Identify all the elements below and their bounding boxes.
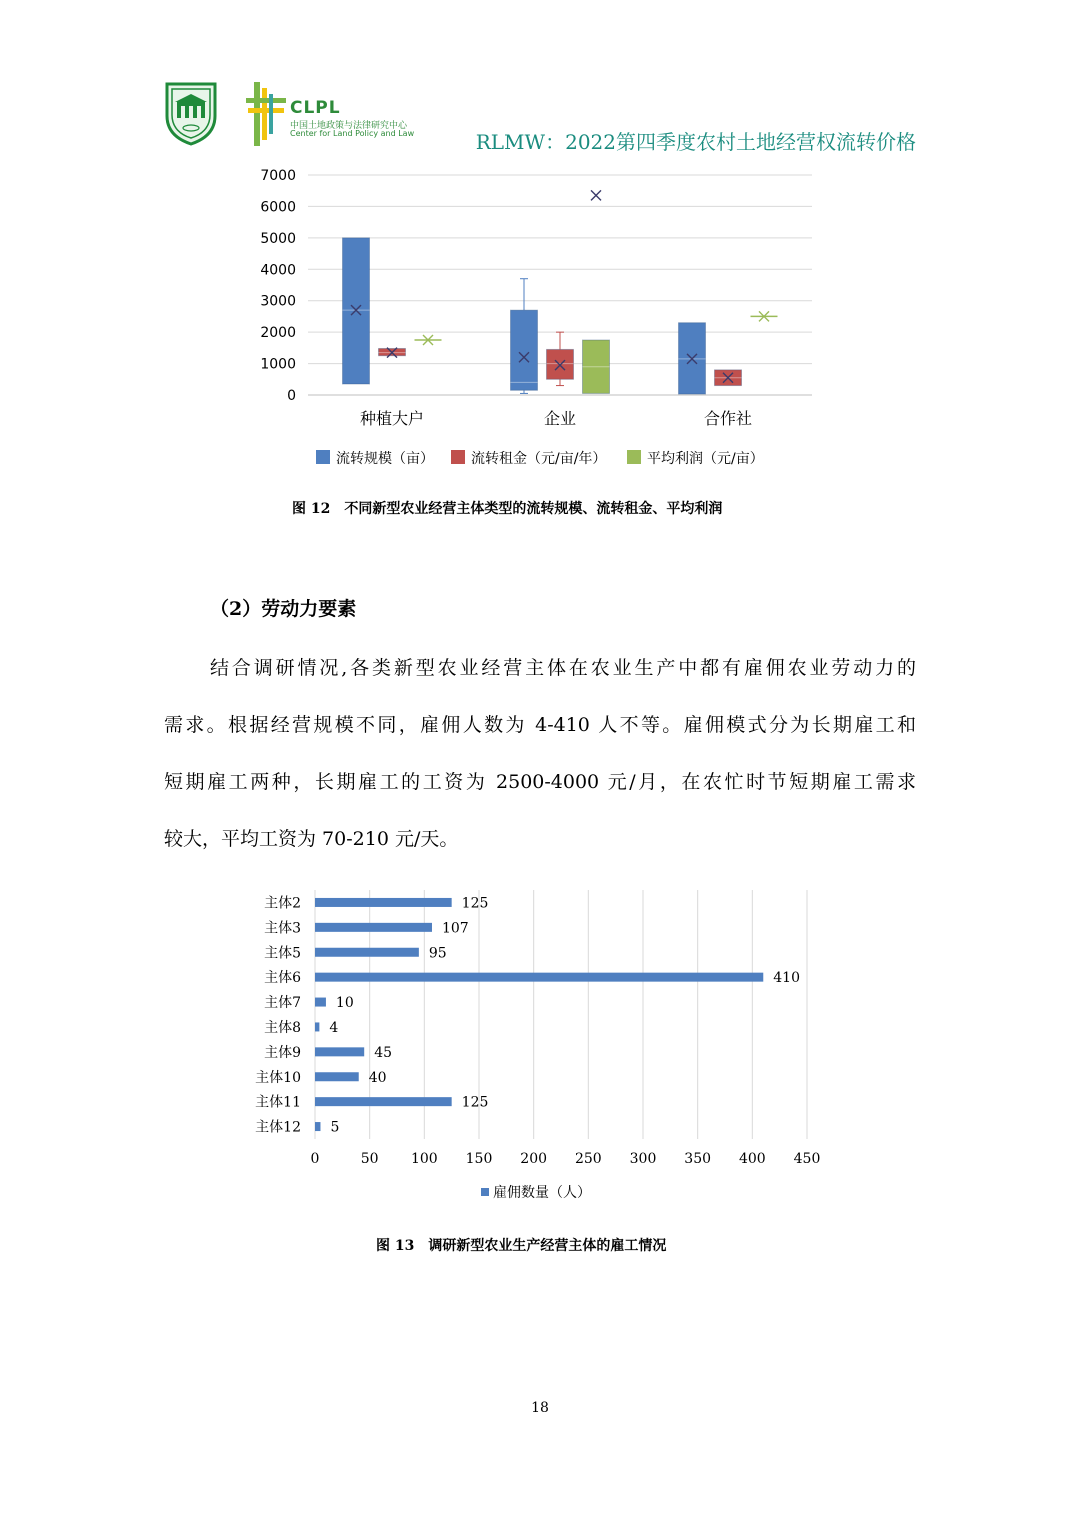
x-tick-label: 150: [465, 1151, 493, 1167]
y-tick-label: 5000: [260, 230, 296, 247]
y-tick-label: 3000: [260, 293, 296, 310]
box-body: [511, 310, 538, 390]
y-tick-label: 0: [287, 388, 296, 404]
legend-label: 流转租金（元/亩/年）: [471, 451, 607, 467]
x-tick-label: 250: [574, 1151, 602, 1167]
bar: [315, 1097, 452, 1106]
x-tick-label: 400: [738, 1151, 766, 1167]
bar: [315, 1022, 319, 1031]
x-tick-label: 300: [629, 1151, 657, 1167]
data-label: 4: [329, 1019, 339, 1036]
x-tick-label: 100: [410, 1151, 438, 1167]
data-label: 40: [368, 1069, 387, 1086]
box-0-1: [511, 279, 538, 394]
box-1-2: [715, 370, 742, 386]
y-tick-label: 4000: [260, 262, 296, 279]
legend-swatch: [481, 1188, 489, 1196]
paragraph-line: 短期雇工两种，长期雇工的工资为 2500-4000 元/月，在农忙时节短期雇工需求: [164, 771, 916, 793]
y-tick-label: 2000: [260, 325, 296, 342]
category-label: 主体12: [255, 1119, 301, 1136]
figure13-caption: 图 13 调研新型农业生产经营主体的雇工情况: [376, 1238, 667, 1254]
figure12-box-chart: [250, 160, 830, 480]
report-header-title: RLMW：2022第四季度农村土地经营权流转价格: [475, 130, 916, 154]
figure12-caption: 图 12 不同新型农业经营主体类型的流转规模、流转租金、平均利润: [292, 501, 723, 517]
x-tick-label: 200: [520, 1151, 548, 1167]
category-label: 主体3: [264, 920, 301, 937]
box-2-0: [415, 335, 442, 345]
body-paragraph: [164, 640, 924, 868]
x-tick-label: 0: [310, 1151, 320, 1167]
data-label: 125: [461, 895, 489, 912]
box-1-0: [379, 348, 406, 358]
bar: [315, 1047, 364, 1056]
y-tick-label: 7000: [260, 168, 296, 184]
data-label: 45: [374, 1044, 393, 1061]
page-number: 18: [531, 1400, 549, 1416]
university-seal-icon: [163, 80, 219, 146]
bar: [315, 1122, 320, 1131]
category-label: 主体5: [264, 945, 301, 962]
paragraph-line: 需求。根据经营规模不同，雇佣人数为 4-410 人不等。雇佣模式分为长期雇工和: [164, 714, 916, 736]
category-label: 主体2: [264, 895, 301, 912]
data-label: 410: [773, 970, 801, 987]
legend-label: 雇佣数量（人）: [493, 1185, 591, 1201]
bar: [315, 948, 419, 957]
category-label: 主体7: [264, 995, 301, 1012]
box-2-2: [751, 311, 778, 321]
legend-swatch: [627, 450, 641, 464]
x-tick-label: 450: [793, 1151, 821, 1167]
box-2-1: [583, 190, 610, 393]
category-label: 主体11: [255, 1094, 301, 1111]
paragraph-line: 结合调研情况,各类新型农业经营主体在农业生产中都有雇佣农业劳动力的: [210, 657, 916, 679]
paragraph-line: 较大，平均工资为 70-210 元/天。: [164, 828, 459, 850]
clpl-logo-subtitle-cn: 中国土地政策与法律研究中心: [290, 121, 408, 131]
data-label: 95: [428, 945, 447, 962]
data-label: 5: [330, 1119, 340, 1136]
clpl-logo-subtitle-en: Center for Land Policy and Law: [290, 129, 415, 138]
bar: [315, 973, 763, 982]
bar: [315, 1072, 359, 1081]
section-heading: （2）劳动力要素: [210, 598, 357, 620]
y-tick-label: 1000: [260, 356, 296, 373]
data-label: 107: [441, 920, 469, 937]
bar: [315, 998, 326, 1007]
bar: [315, 923, 432, 932]
x-category-label: 企业: [543, 409, 577, 428]
data-label: 10: [335, 995, 354, 1012]
data-label: 125: [461, 1094, 489, 1111]
box-0-0: [343, 238, 370, 384]
category-label: 主体10: [255, 1069, 301, 1086]
bar: [315, 898, 452, 907]
category-label: 主体8: [264, 1019, 301, 1036]
legend-label: 平均利润（元/亩）: [647, 451, 764, 467]
category-label: 主体6: [264, 970, 301, 987]
x-tick-label: 50: [360, 1151, 379, 1167]
x-category-label: 合作社: [703, 409, 753, 428]
legend-swatch: [451, 450, 465, 464]
clpl-logo-name: CLPL: [290, 98, 341, 118]
x-tick-label: 350: [684, 1151, 712, 1167]
category-label: 主体9: [264, 1044, 301, 1061]
box-1-1: [547, 332, 574, 385]
y-tick-label: 6000: [260, 199, 296, 216]
figure13-bar-chart: [240, 880, 840, 1210]
legend-swatch: [316, 450, 330, 464]
legend-label: 流转规模（亩）: [336, 451, 434, 467]
box-0-2: [679, 323, 706, 394]
x-category-label: 种植大户: [359, 409, 425, 428]
